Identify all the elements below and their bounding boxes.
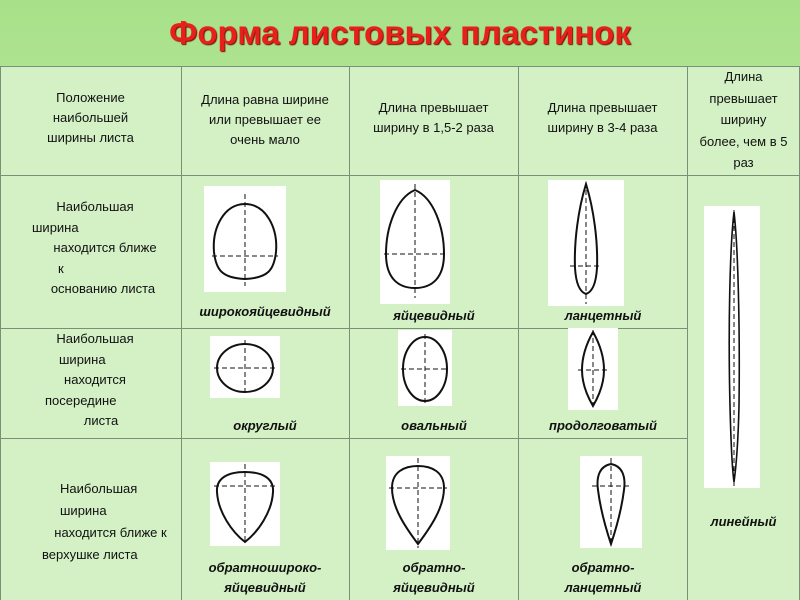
header-ratio-2 [349, 98, 518, 138]
row-position-middle [25, 329, 165, 432]
obovate-leaf-icon [386, 456, 450, 550]
leaf-image-ovate [380, 180, 450, 304]
header-line: ширины листа [47, 130, 134, 145]
row-line: к [58, 260, 64, 276]
leaf-name-oval: овальный [401, 418, 467, 433]
header-ratio-1 [181, 90, 349, 150]
header-line: или превышает ее [209, 112, 321, 127]
header-line: Длина [724, 69, 763, 84]
row-line: основанию листа [50, 281, 156, 296]
header-position [0, 88, 181, 148]
leaf-name-line: обратно- [571, 560, 635, 575]
leaf-image-obovate [386, 456, 450, 550]
header-line: ширину в 1,5-2 раза [373, 120, 494, 135]
header-line: ширину в 3-4 раза [547, 120, 658, 135]
header-line: Длина превышает [547, 100, 658, 115]
header-line: превышает [709, 90, 778, 106]
row-line: Наибольшая [60, 481, 138, 496]
header-line: наибольшей [52, 110, 129, 125]
leaf-name-oblanceolate [519, 558, 687, 598]
row-line: Наибольшая [56, 199, 134, 214]
leaf-name-line: обратно- [402, 560, 466, 575]
row-line: листа [83, 413, 119, 428]
ovate-leaf-icon [380, 180, 450, 304]
leaf-name-ovate: яйцевидный [393, 308, 475, 323]
row-line: ширина [32, 219, 79, 235]
broad-ovate-leaf-icon [204, 186, 286, 292]
leaf-shape-table [0, 66, 800, 600]
leaf-image-oblanceolate [580, 456, 642, 548]
lanceolate-leaf-icon [548, 180, 624, 306]
leaf-name-oblong: продолговатый [549, 418, 657, 433]
leaf-name-lanceolate: ланцетный [564, 308, 642, 323]
header-line: Положение [56, 90, 125, 105]
oval-leaf-icon [398, 330, 452, 406]
leaf-image-round [210, 336, 280, 398]
leaf-image-oblong [568, 328, 618, 410]
header-line: Длина превышает [378, 100, 489, 115]
header-line: ширину [720, 112, 767, 127]
row-line: находится [64, 372, 126, 387]
leaf-name-linear: линейный [710, 514, 777, 529]
row-line: посередине [45, 392, 117, 408]
oblong-leaf-icon [568, 328, 618, 410]
row-line: находится ближе [53, 240, 157, 255]
obovate-broad-leaf-icon [210, 462, 280, 546]
header-line: более, чем в 5 [699, 133, 788, 149]
row-line: находится ближе к [54, 525, 167, 540]
header-line: Длина равна ширине [201, 92, 329, 107]
leaf-image-linear [704, 206, 760, 488]
round-leaf-icon [210, 336, 280, 398]
leaf-name-line: обратношироко- [208, 560, 322, 575]
leaf-image-broad-ovate [204, 186, 286, 292]
leaf-name-line: яйцевидный [393, 580, 475, 595]
header-ratio-3 [518, 98, 687, 138]
leaf-image-oval [398, 330, 452, 406]
row-position-tip [28, 478, 193, 566]
header-line: раз [733, 155, 754, 170]
leaf-name-obovate [350, 558, 518, 598]
row-line: верхушке листа [42, 547, 138, 562]
row-line: ширина [60, 503, 107, 518]
leaf-name-obovate-broad [182, 558, 348, 598]
leaf-name-line: яйцевидный [224, 580, 306, 595]
header-line: очень мало [230, 132, 300, 147]
row-line: Наибольшая [56, 331, 134, 346]
linear-leaf-icon [704, 206, 760, 488]
leaf-name-line: ланцетный [564, 580, 642, 595]
row-line: ширина [59, 351, 106, 367]
oblanceolate-leaf-icon [580, 456, 642, 548]
leaf-name-round: округлый [233, 418, 297, 433]
leaf-image-obovate-broad [210, 462, 280, 546]
row-position-base [30, 197, 160, 300]
leaf-name-broad-ovate: широкояйцевидный [199, 304, 331, 319]
header-ratio-5 [687, 66, 800, 174]
leaf-image-lanceolate [548, 180, 624, 306]
page-title: Форма листовых пластинок [169, 14, 631, 51]
